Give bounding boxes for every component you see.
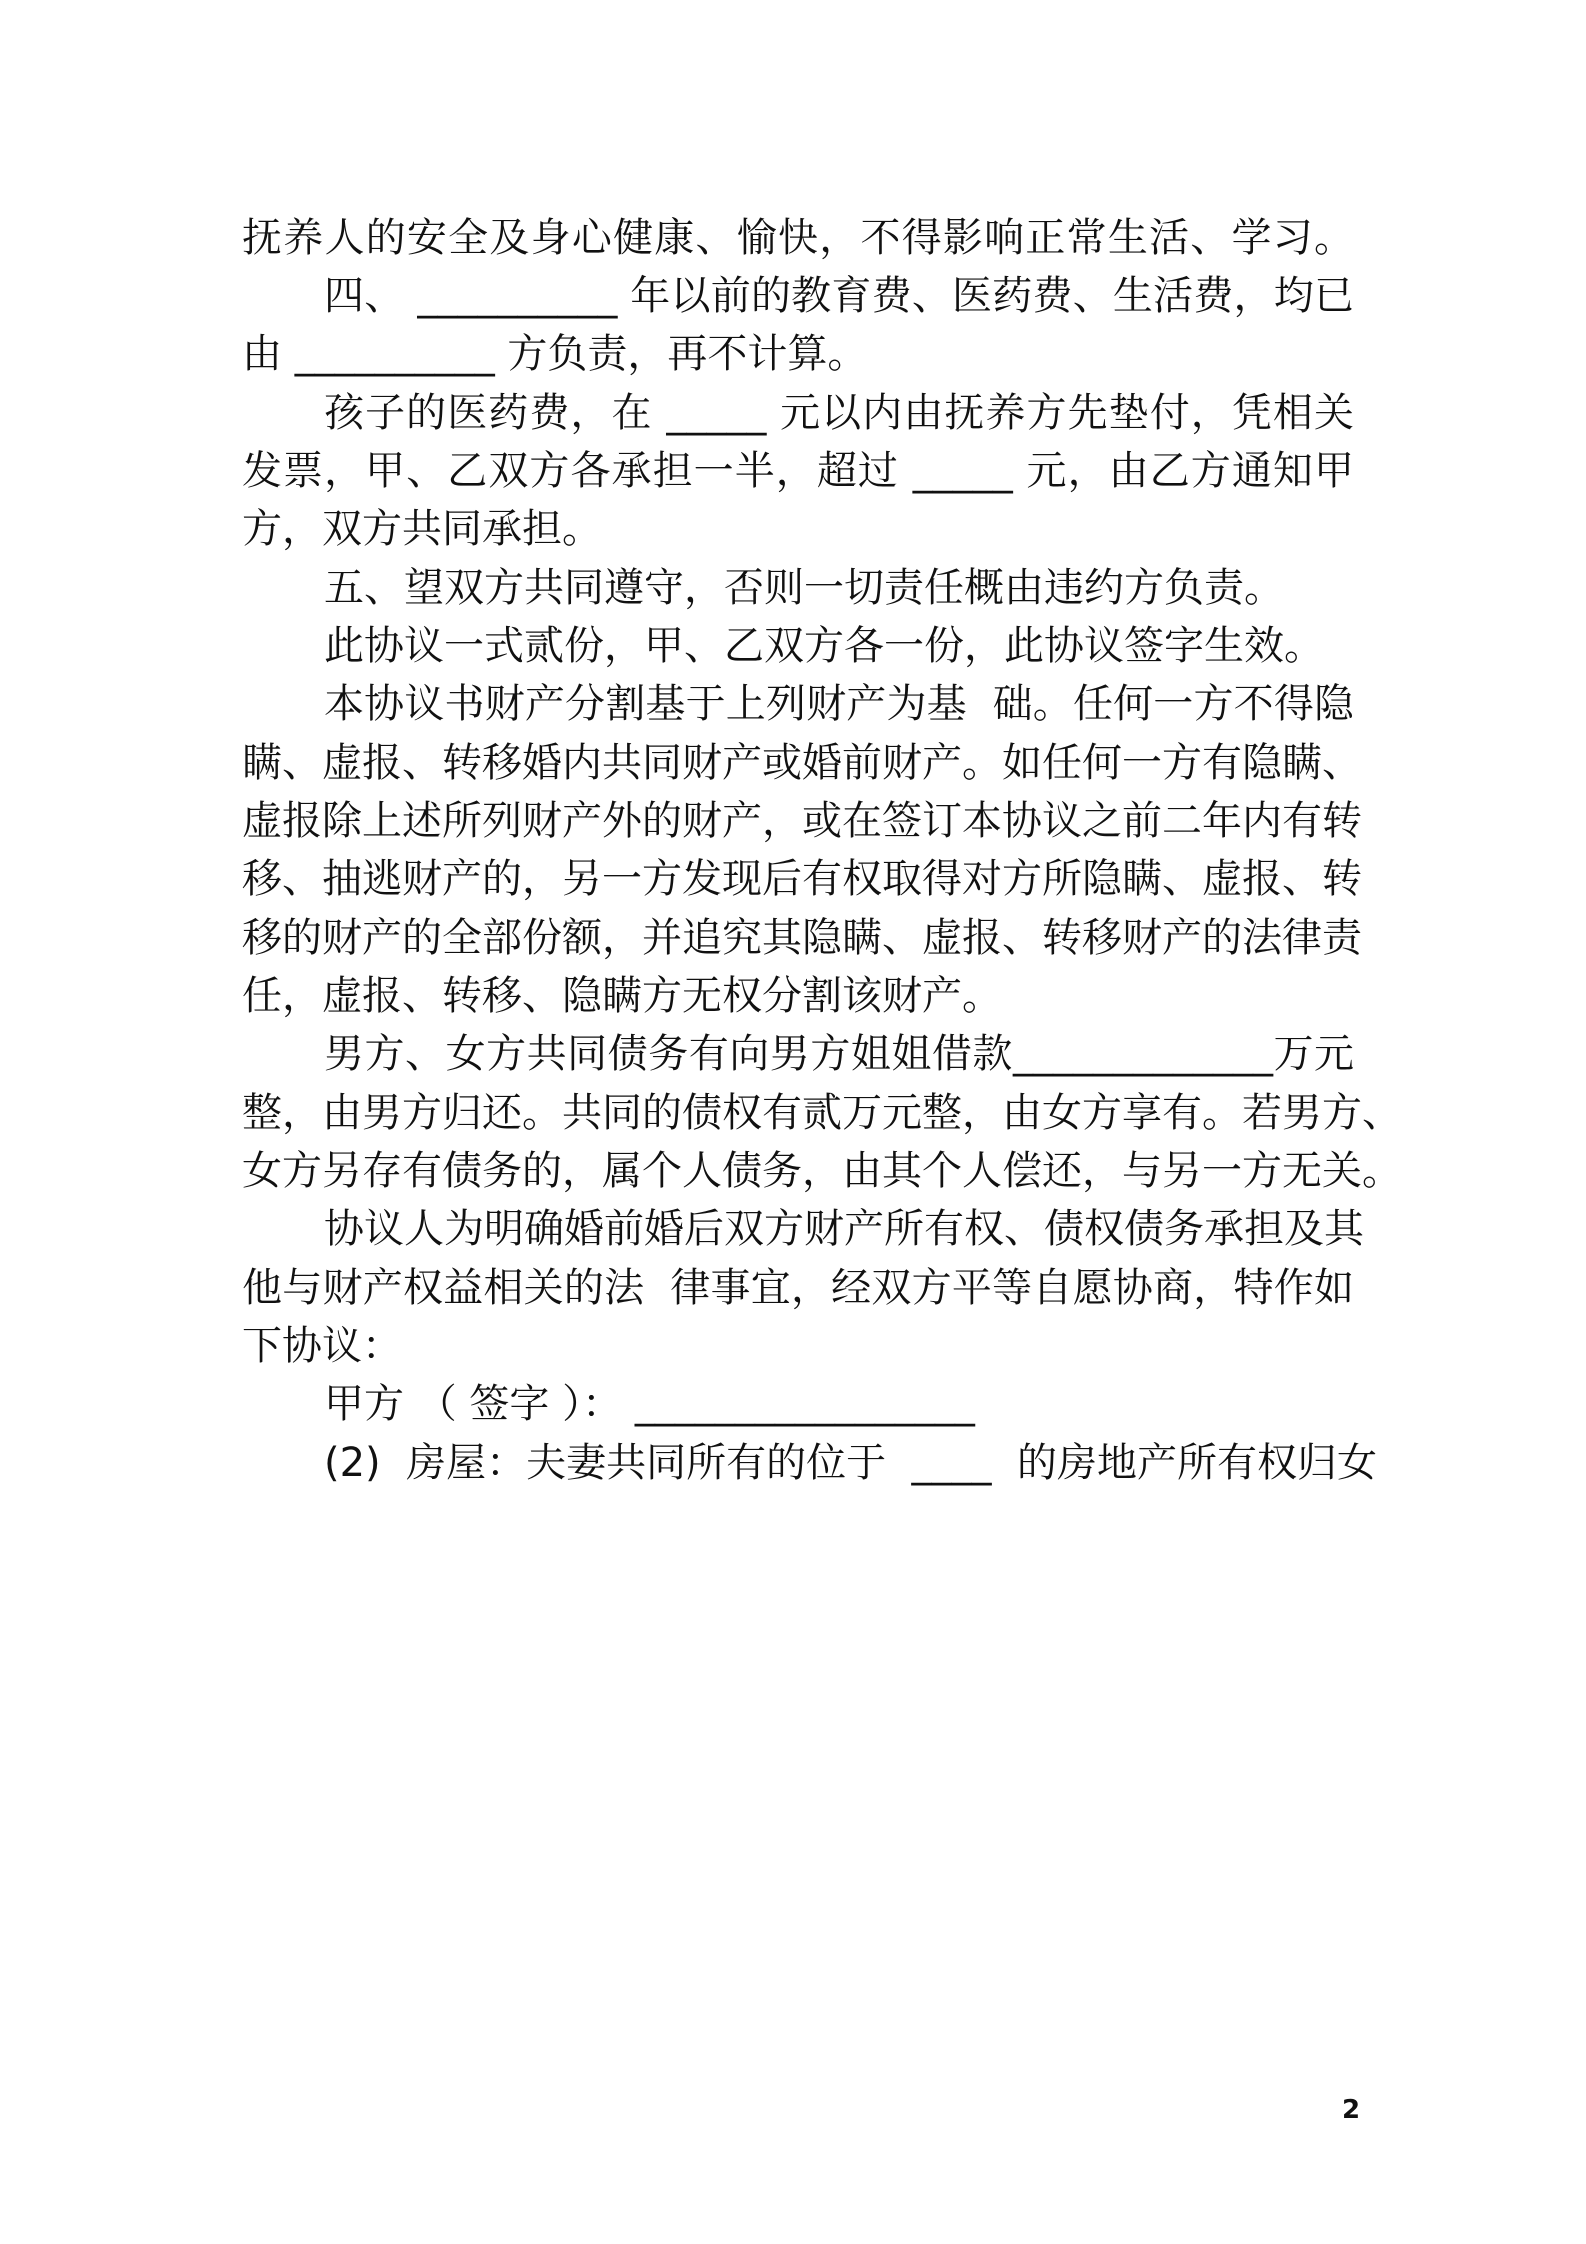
text-line: 抚养人的安全及身心健康、愉快，不得影响正常生活、学习。 [242, 215, 1354, 261]
text-line: 此协议一式贰份，甲、乙双方各一份，此协议签字生效。 [324, 623, 1324, 669]
text-line: 五、望双方共同遵守，否则一切责任概由违约方负责。 [324, 565, 1284, 611]
text-line: 本协议书财产分割基于上列财产为基 础。任何一方不得隐 [324, 681, 1354, 727]
text-line: 他与财产权益相关的法 律事宜，经双方平等自愿协商，特作如 [242, 1265, 1354, 1311]
text-line: 下协议： [242, 1323, 402, 1369]
text-line: 发票，甲、乙双方各承担一半，超过 _____ 元，由乙方通知甲 [242, 448, 1354, 494]
text-line: (2) 房屋：夫妻共同所有的位于 ____ 的房地产所有权归女 [324, 1440, 1377, 1486]
text-line: 移、抽逃财产的，另一方发现后有权取得对方所隐瞒、虚报、转 [242, 856, 1362, 902]
text-line: 由 __________ 方负责，再不计算。 [242, 331, 868, 377]
signature-line: 甲方 （ 签字 ）： _________________ [324, 1381, 975, 1427]
text-line: 四、 __________ 年以前的教育费、医药费、生活费，均已 [324, 273, 1354, 319]
text-line: 方，双方共同承担。 [242, 506, 602, 552]
text-line: 虚报除上述所列财产外的财产，或在签订本协议之前二年内有转 [242, 798, 1362, 844]
text-line: 整，由男方归还。共同的债权有贰万元整，由女方享有。若男方、 [242, 1090, 1402, 1136]
text-line: 孩子的医药费，在 _____ 元以内由抚养方先垫付，凭相关 [324, 390, 1354, 436]
text-line: 协议人为明确婚前婚后双方财产所有权、债权债务承担及其 [324, 1206, 1364, 1252]
text-line: 女方另存有债务的，属个人债务，由其个人偿还，与另一方无关。 [242, 1148, 1402, 1194]
text-line: 移的财产的全部份额，并追究其隐瞒、虚报、转移财产的法律责 [242, 915, 1362, 961]
text-line: 男方、女方共同债务有向男方姐姐借款_____________万元 [324, 1031, 1354, 1077]
text-line: 瞒、虚报、转移婚内共同财产或婚前财产。如任何一方有隐瞒、 [242, 740, 1362, 786]
text-line: 任，虚报、转移、隐瞒方无权分割该财产。 [242, 973, 1002, 1019]
page-number: 2 [1341, 2095, 1361, 2125]
